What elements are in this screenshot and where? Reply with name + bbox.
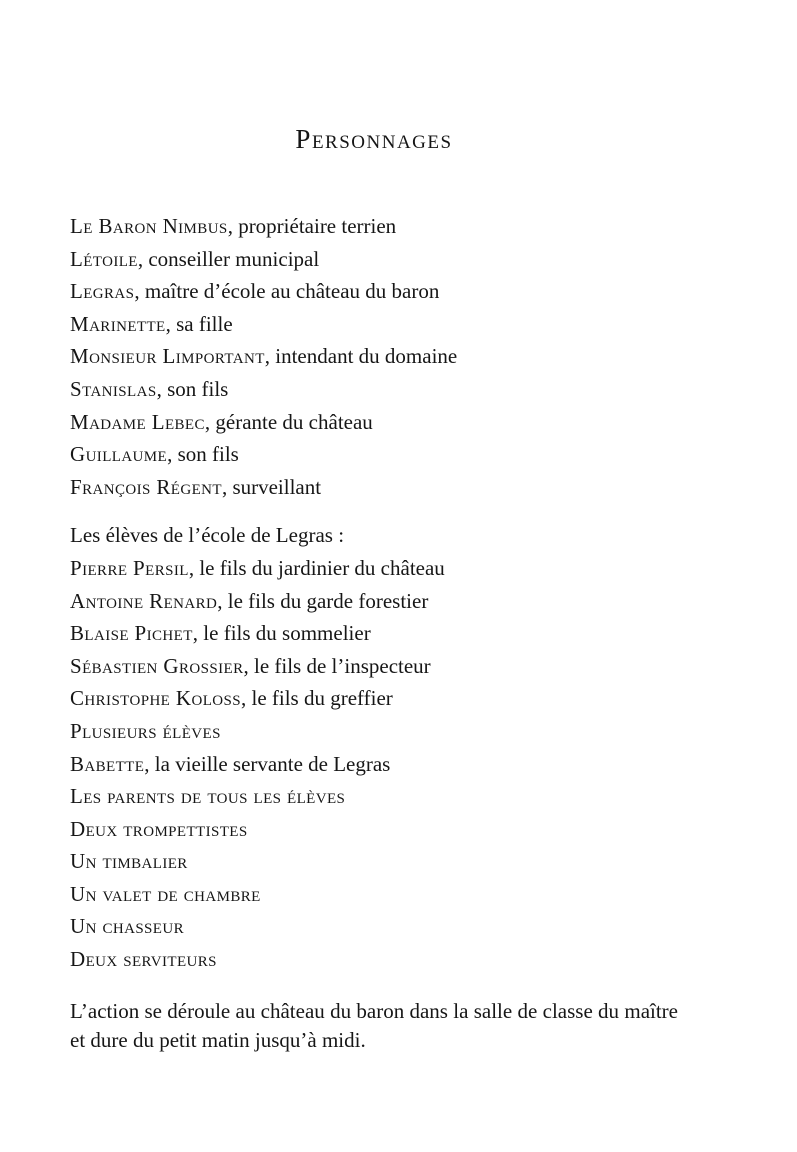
cast-entry — [70, 780, 678, 813]
character-name: Le Baron Nimbus — [70, 214, 228, 238]
character-name: Antoine Renard — [70, 588, 218, 613]
character-name: Les parents de tous les élèves — [70, 784, 346, 809]
character-name: Sébastien Grossier — [70, 653, 244, 678]
cast-entry — [70, 617, 678, 650]
character-name: Un chasseur — [70, 914, 185, 939]
cast-entry — [70, 682, 678, 715]
character-name: Plusieurs élèves — [70, 718, 221, 743]
character-name: Un timbalier — [70, 849, 188, 874]
cast-entry — [70, 275, 678, 308]
character-name: Deux serviteurs — [70, 947, 217, 972]
character-role: , conseiller municipal — [137, 246, 320, 271]
page-title: Personnages — [295, 124, 453, 154]
cast-entry — [70, 406, 678, 439]
character-role: , surveillant — [221, 474, 322, 499]
character-role: , le fils du jardinier du château — [188, 555, 445, 580]
character-name: Christophe Koloss — [70, 686, 241, 711]
cast-entry — [70, 438, 678, 471]
character-name: Marinette — [70, 311, 166, 336]
cast-group — [70, 210, 678, 503]
cast-entry — [70, 243, 678, 276]
cast-entry — [70, 552, 678, 585]
character-role: , le fils du greffier — [240, 686, 393, 711]
cast-entry — [70, 748, 678, 781]
character-role: , propriétaire terrien — [227, 214, 397, 238]
cast-entry — [70, 373, 678, 406]
character-name: Guillaume — [70, 442, 168, 467]
character-role: , sa fille — [165, 311, 233, 336]
character-role: , le fils du garde forestier — [217, 588, 429, 613]
character-role: , son fils — [167, 442, 239, 467]
character-name: Deux trompettistes — [70, 816, 248, 841]
character-role: , son fils — [156, 376, 229, 401]
cast-entry — [70, 943, 678, 976]
text-column — [70, 0, 678, 1056]
cast-entry — [70, 910, 678, 943]
character-name: Pierre Persil — [70, 555, 189, 580]
character-name: Un valet de chambre — [70, 881, 261, 906]
cast-entry — [70, 308, 678, 341]
character-role: , le fils du sommelier — [192, 621, 371, 646]
character-role: , la vieille servante de Legras — [144, 751, 391, 776]
character-name: Blaise Pichet — [70, 621, 193, 646]
character-name: Monsieur Limportant — [70, 344, 265, 369]
cast-entry — [70, 878, 678, 911]
character-role: , le fils de l’inspecteur — [243, 653, 431, 678]
character-role: , maître d’école au château du baron — [134, 279, 440, 304]
cast-entry — [70, 715, 678, 748]
character-name: Stanislas — [70, 376, 157, 401]
cast-entry — [70, 585, 678, 618]
character-name: Madame Lebec — [70, 409, 205, 434]
character-role: , gérante du château — [204, 409, 373, 434]
character-name: Létoile — [70, 246, 138, 271]
cast-entry — [70, 210, 678, 243]
cast-entry — [70, 813, 678, 846]
character-name: François Régent — [70, 474, 222, 499]
cast-list — [70, 210, 678, 976]
character-name: Legras — [70, 279, 135, 304]
character-name: Babette — [70, 751, 145, 776]
cast-entry — [70, 845, 678, 878]
cast-entry — [70, 471, 678, 504]
cast-entry — [70, 340, 678, 373]
cast-entry — [70, 650, 678, 683]
group-intro: Les élèves de l’école de Legras : — [70, 523, 345, 548]
character-role: , intendant du domaine — [264, 344, 458, 369]
stage-note: L’action se déroule au château du baron dans la salle de classe du maître et dure du petit matin jusqu’à midi. — [70, 998, 678, 1053]
cast-group — [70, 519, 678, 975]
